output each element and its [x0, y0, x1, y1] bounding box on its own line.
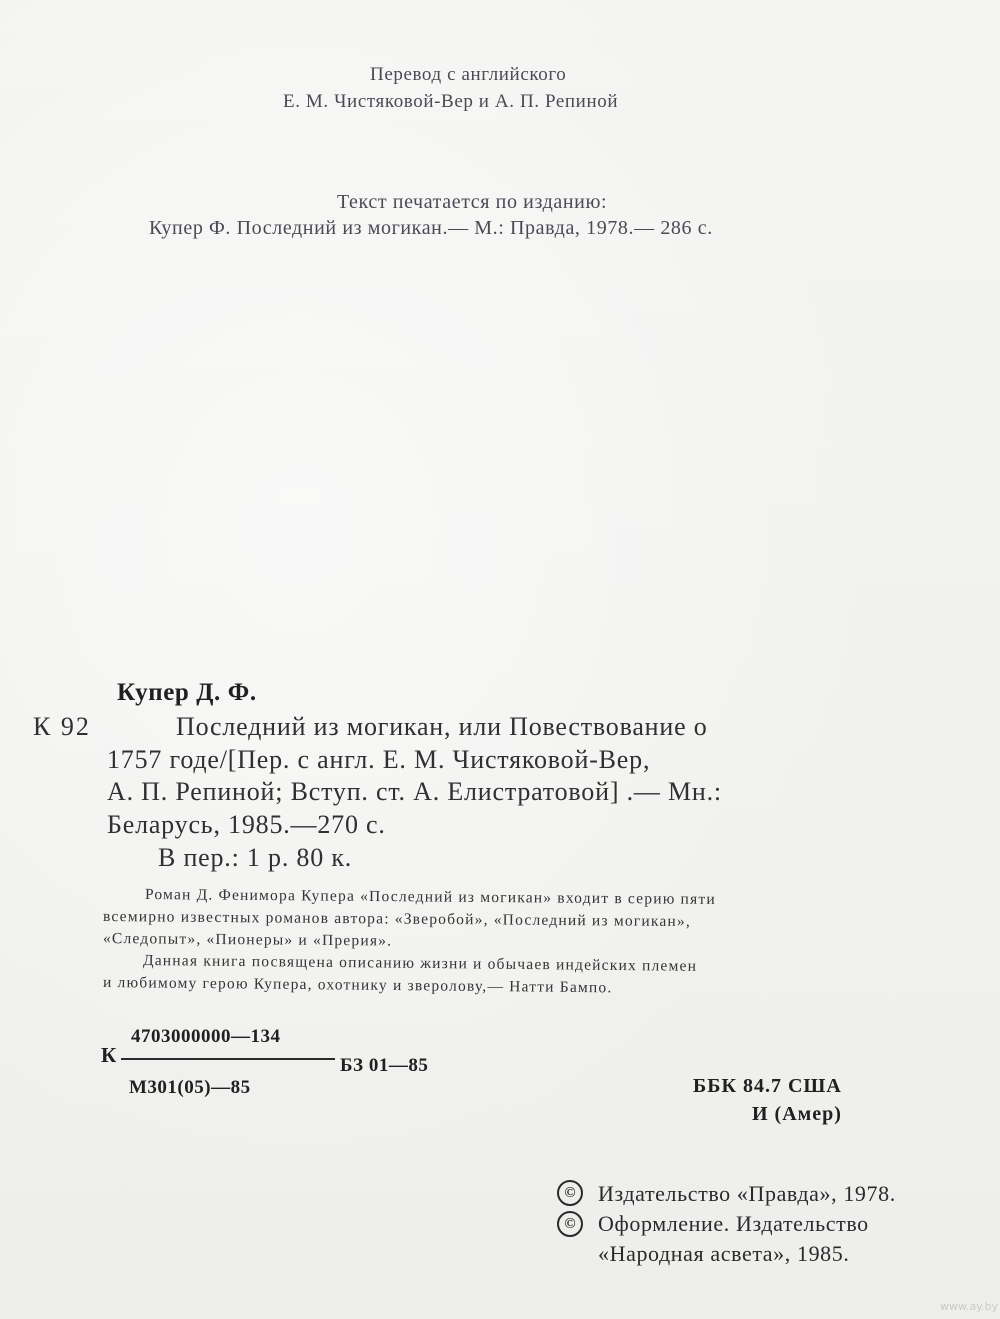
- catalog-line: 1757 годе/[Пер. с англ. Е. М. Чистяковой-Вер,: [107, 745, 651, 774]
- annotation-line: «Следопыт», «Пионеры» и «Прерия».: [102, 930, 393, 950]
- index-code-numerator: 4703000000—134: [131, 1026, 281, 1047]
- annotation-line: Роман Д. Фенимора Купера «Последний из могикан» входит в серию пяти: [144, 886, 716, 908]
- source-edition-line1: Текст печатается по изданию:: [337, 191, 608, 213]
- index-code-suffix: БЗ 01—85: [340, 1055, 429, 1076]
- fraction-rule: [121, 1058, 335, 1060]
- translator-credit-line1: Перевод с английского: [370, 64, 567, 85]
- catalog-author: Купер Д. Ф.: [117, 679, 257, 706]
- annotation-line: всемирно известных романов автора: «Зверобой», «Последний из могикан»,: [102, 908, 692, 931]
- copyright-line1: Издательство «Правда», 1978.: [598, 1181, 896, 1206]
- translator-credit-line2: Е. М. Чистяковой-Вер и А. П. Репиной: [283, 91, 619, 112]
- index-code-prefix: К: [101, 1043, 117, 1067]
- bbk-subclass: И (Амер): [752, 1103, 842, 1125]
- bbk-classification: ББК 84.7 США: [693, 1075, 842, 1097]
- annotation-line: Данная книга посвящена описанию жизни и обычаев индейских племен: [142, 952, 698, 975]
- catalog-line: Последний из могикан, или Повествование о: [176, 712, 708, 741]
- annotation-line: и любимому герою Купера, охотнику и зверолову,— Натти Бампо.: [102, 974, 613, 997]
- catalog-code: К 92: [33, 712, 91, 741]
- copyright-icon: ©: [557, 1180, 583, 1206]
- catalog-price: В пер.: 1 р. 80 к.: [158, 843, 353, 872]
- watermark: www.ay.by: [940, 1300, 999, 1313]
- copyright-line3: «Народная асвета», 1985.: [598, 1241, 850, 1266]
- source-edition-line2: Купер Ф. Последний из могикан.— М.: Правда, 1978.— 286 с.: [149, 217, 713, 239]
- copyright-line2: Оформление. Издательство: [598, 1211, 869, 1236]
- copyright-icon: ©: [557, 1211, 583, 1237]
- index-code-denominator: М301(05)—85: [129, 1077, 251, 1098]
- catalog-line: Беларусь, 1985.—270 с.: [107, 810, 386, 839]
- catalog-line: А. П. Репиной; Вступ. ст. А. Елистратовой] .— Мн.:: [107, 777, 722, 806]
